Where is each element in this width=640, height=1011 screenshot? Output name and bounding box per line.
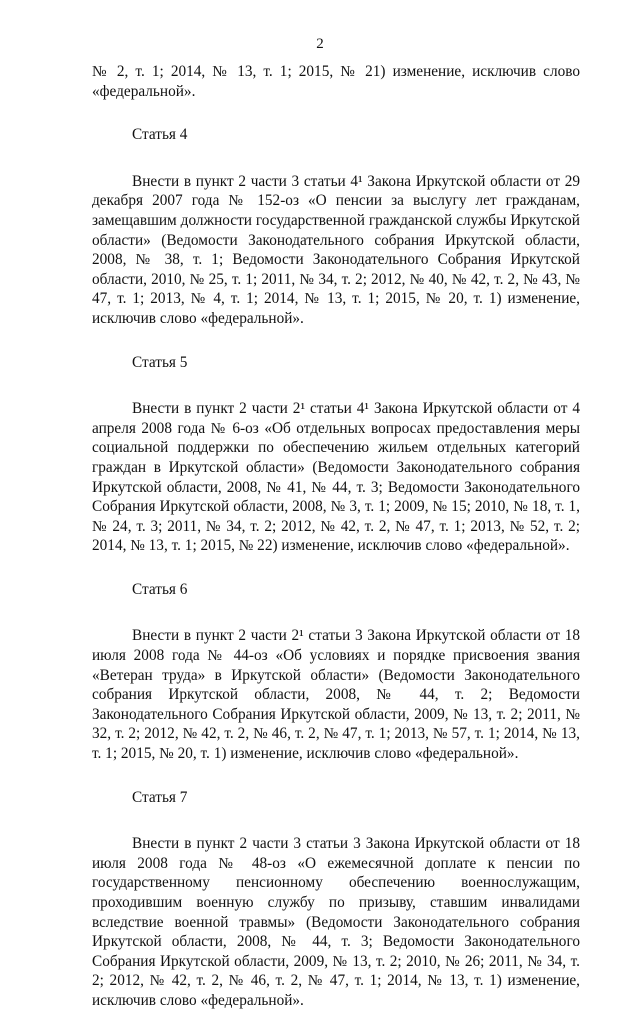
article-6-text: Внести в пункт 2 части 2¹ статьи 3 Закона Иркутской области от 18 июля 2008 года № 44-оз «Об условиях и порядке присвоения звания «Ветеран труда» в Иркутской области» (Ведомости Законодательного собрания Иркутской области, 2008, № 44, т. 2; Ведомости Законодательного Собрания Иркутской области, 2009, № 13, т. 2; 2011, № 32, т. 2; 2012, № 42, т. 2, № 46, т. 2, № 47, т. 1; 2013, № 57, т. 1; 2014, № 13, т. 1; 2015, № 20, т. 1) изменение, исключив слово «федеральной». bbox=[92, 627, 580, 763]
document-body bbox=[92, 62, 580, 1011]
page-number: 2 bbox=[316, 36, 324, 52]
article-5-text: Внести в пункт 2 части 2¹ статьи 4¹ Закона Иркутской области от 4 апреля 2008 года № 6-оз «Об отдельных вопросах предоставления меры социальной поддержки по обеспечению жильем отдельных категорий граждан в Иркутской области» (Ведомости Законодательного собрания Иркутской области, 2008, № 41, № 44, т. 3; Ведомости Законодательного Собрания Иркутской области, 2008, № 3, т. 1; 2009, № 15; 2010, № 18, т. 1, № 24, т. 3; 2011, № 34, т. 2; 2012, № 42, т. 2, № 47, т. 1; 2013, № 52, т. 2; 2014, № 13, т. 1; 2015, № 22) изменение, исключив слово «федеральной». bbox=[92, 400, 580, 555]
article-5-heading: Статья 5 bbox=[132, 353, 188, 371]
article-7-text: Внести в пункт 2 части 3 статьи 3 Закона Иркутской области от 18 июля 2008 года № 48-оз «О ежемесячной доплате к пенсии по государственному пенсионному обеспечению военнослужащим, проходившим военную службу по призыву, ставшим инвалидами вследствие военной травмы» (Ведомости Законодательного собрания Иркутской области, 2008, № 44, т. 3; Ведомости Законодательного Собрания Иркутской области, 2009, № 13, т. 2; 2010, № 26; 2011, № 34, т. 2; 2012, № 42, т. 2, № 46, т. 2, № 47, т. 1; 2014, № 13, т. 1) изменение, исключив слово «федеральной». bbox=[92, 835, 580, 1009]
opening-paragraph: № 2, т. 1; 2014, № 13, т. 1; 2015, № 21) изменение, исключив слово «федеральной». bbox=[92, 63, 580, 100]
article-4-heading: Статья 4 bbox=[132, 126, 188, 144]
article-7-heading: Статья 7 bbox=[132, 788, 188, 806]
article-6-heading: Статья 6 bbox=[132, 580, 188, 598]
article-4-text: Внести в пункт 2 части 3 статьи 4¹ Закона Иркутской области от 29 декабря 2007 года № 152-оз «О пенсии за выслугу лет гражданам, замещавшим должности государственной гражданской службы Иркутской области» (Ведомости Законодательного собрания Иркутской области, 2008, № 38, т. 1; Ведомости Законодательного Собрания Иркутской области, 2010, № 25, т. 1; 2011, № 34, т. 2; 2012, № 40, № 42, т. 2, № 43, № 47, т. 1; 2013, № 4, т. 1; 2014, № 13, т. 1; 2015, № 20, т. 1) изменение, исключив слово «федеральной». bbox=[92, 172, 580, 327]
